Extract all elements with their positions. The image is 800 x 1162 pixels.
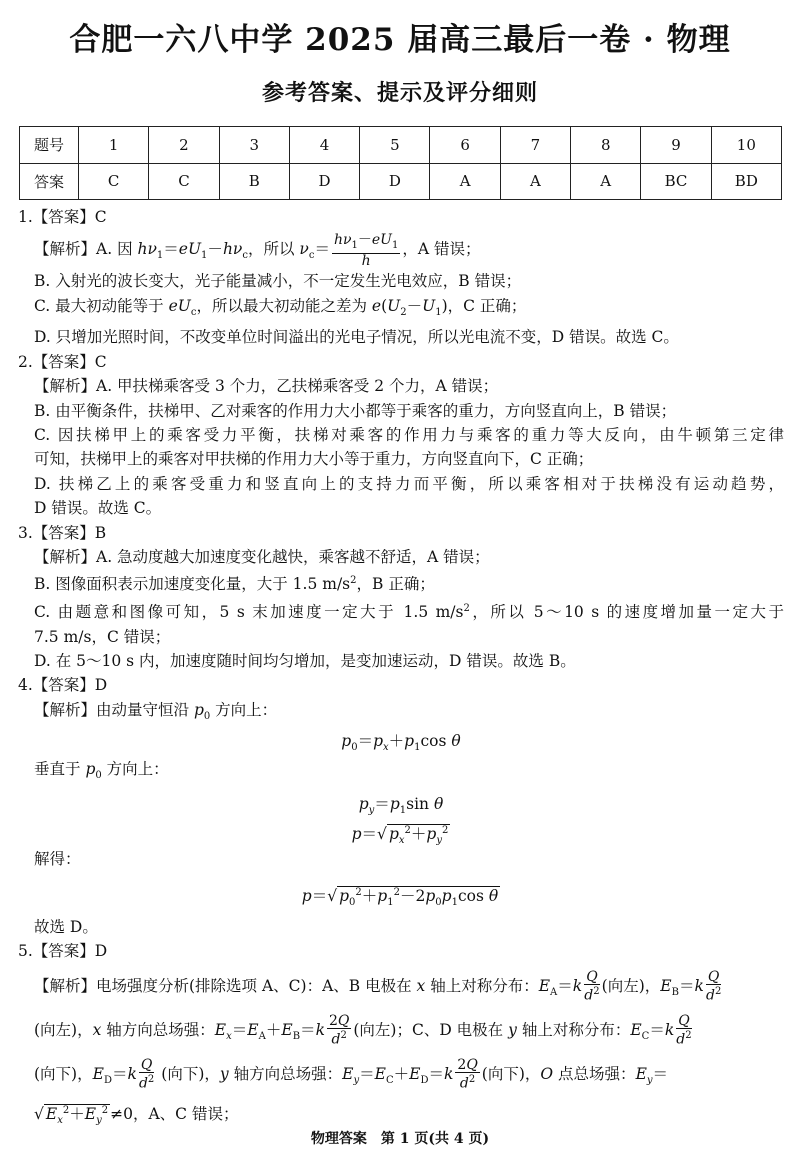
q2-answer-heading: 2.【答案】C — [18, 352, 107, 371]
question-number: 6 — [430, 127, 500, 164]
equation-p: p＝√ $p_x^2+p_y^2$ — [351, 824, 449, 846]
page-footer: 物理答案 第 1 页(共 4 页) — [310, 1131, 490, 1147]
table-row-answers — [20, 163, 782, 200]
answer-cell: A — [500, 163, 570, 200]
fraction: $\frac{Q}{d^2}$ — [138, 1057, 155, 1092]
question-number: 7 — [500, 127, 570, 164]
answer-cell: BD — [711, 163, 781, 200]
answer-cell: C — [149, 163, 219, 200]
q1-explanation-d: D. 只增加光照时间，不改变单位时间溢出的光电子情况，所以光电流不变，D 错误。故选 C。 — [34, 328, 679, 347]
row-label: 题号 — [20, 127, 79, 164]
question-number: 8 — [571, 127, 641, 164]
q1-explanation-a: 【解析】A. 因 $h\nu_1=eU_1-h\nu_c$，所以 $\nu_c=$ $\frac{h\nu_1-eU_1}{h}$ ，A 错误； — [34, 232, 481, 269]
q2-explanation-d: D. 扶梯乙上的乘客受重力和竖直向上的支持力而平衡，所以乘客相对于扶梯没有运动趋势， — [34, 474, 784, 493]
equation-py: $p_y=p_1\sin$ θ — [358, 794, 444, 816]
fraction: $\frac{Q}{d^2}$ — [705, 969, 722, 1004]
answer-table — [19, 126, 782, 200]
q1-explanation-b: B. 入射光的波长变大，光子能量减小，不一定发生光电效应，B 错误； — [34, 272, 522, 291]
q3-answer-heading: 3.【答案】B — [18, 523, 107, 542]
answer-cell: A — [430, 163, 500, 200]
fraction: $\frac{h\nu_1-eU_1}{h}$ — [333, 232, 399, 269]
answer-cell: A — [571, 163, 641, 200]
q4-explanation-solve: 解得： — [34, 849, 81, 868]
fraction: $\frac{Q}{d^2}$ — [676, 1013, 692, 1048]
question-number: 5 — [360, 127, 430, 164]
equation-p-result: p＝√ $p_0^2+p_1^2-2p_0p_1\cos$ θ — [301, 886, 499, 908]
q3-explanation-b: B. 图像面积表示加速度变化量，大于 1.5 $m/s^2$，B 正确； — [34, 575, 435, 594]
question-number: 1 — [79, 127, 149, 164]
q5-explanation-line3: (向下)，$E_D=k$ $\frac{Q}{d^2}$ (向下)，y 轴方向总场强：$E_y=E_C+E_D=k$ $\frac{2Q}{d^2}$ (向下)，O 点总场强：$E_y=$ — [34, 1057, 669, 1092]
q3-explanation-c: C. 由题意和图像可知，5 s 末加速度一定大于 1.5 $m/s^2$，所以 5～10 s 的速度增加量一定大于 — [34, 602, 784, 622]
q3-explanation-c-cont: 7.5 m/s，C 错误； — [34, 627, 171, 646]
equation-p0: $p_0=p_x+p_1\cos$ θ — [341, 732, 461, 754]
question-number: 9 — [641, 127, 711, 164]
q5-answer-heading: 5.【答案】D — [18, 942, 108, 961]
question-number: 2 — [149, 127, 219, 164]
table-row-numbers — [20, 127, 782, 164]
q5-explanation-line1: 【解析】电场强度分析(排除选项 A、C)：A、B 电极在 x 轴上对称分布：$E_A=k$ $\frac{Q}{d^2}$ (向左)，$E_B=k$ $\frac{Q}{d^2}$ — [34, 969, 722, 1004]
q4-explanation-perp: 垂直于 $p_0$ 方向上： — [34, 760, 169, 782]
fraction: $\frac{Q}{d^2}$ — [584, 969, 600, 1004]
q2-explanation-b: B. 由平衡条件，扶梯甲、乙对乘客的作用力大小都等于乘客的重力，方向竖直向上，B 错误； — [34, 401, 677, 420]
q3-explanation-d: D. 在 5～10 s 内，加速度随时间均匀增加，是变加速运动，D 错误。故选 B。 — [34, 651, 576, 670]
q4-answer-heading: 4.【答案】D — [18, 676, 108, 695]
question-number: 10 — [711, 127, 781, 164]
page-subtitle: 参考答案、提示及评分细则 — [261, 80, 538, 106]
fraction: $\frac{2Q}{d^2}$ — [328, 1013, 350, 1048]
q2-explanation-c: C. 因扶梯甲上的乘客受力平衡，扶梯对乘客的作用力与乘客的重力等大反向，由牛顿第三定律 — [34, 425, 784, 444]
page-title: 合肥一六八中学 2025 届高三最后一卷 · 物理 — [69, 22, 731, 58]
q1-explanation-c: C. 最大初动能等于 $eU_c$，所以最大初动能之差为 $e(U_2-U_1)$，C 正确； — [34, 296, 527, 318]
q1-answer-heading: 1.【答案】C — [18, 208, 107, 226]
solutions — [18, 205, 784, 1126]
q2-explanation-d-cont: D 错误。故选 C。 — [34, 499, 162, 518]
q5-explanation-line4: √ $E_x^2+E_y^2 \ne 0$，A、C 错误； — [34, 1104, 239, 1126]
q2-explanation-c-cont: 可知，扶梯甲上的乘客对甲扶梯的作用力大小等于重力，方向竖直向下，C 正确； — [34, 450, 594, 469]
row-label: 答案 — [20, 163, 79, 200]
q5-explanation-line2: (向左)，x 轴方向总场强：$E_x=E_A+E_B=k$ $\frac{2Q}{d^2}$ (向左)；C、D 电极在 y 轴上对称分布：$E_C=k$ $\frac{Q}{d^2}$ — [34, 1013, 692, 1048]
fraction: $\frac{2Q}{d^2}$ — [457, 1057, 478, 1092]
question-number: 3 — [219, 127, 289, 164]
answer-cell: D — [289, 163, 359, 200]
answer-cell: B — [219, 163, 289, 200]
question-number: 4 — [289, 127, 359, 164]
answer-cell: BC — [641, 163, 711, 200]
q3-explanation-a: 【解析】A. 急动度越大加速度变化越快，乘客越不舒适，A 错误； — [34, 547, 490, 566]
q4-choice: 故选 D。 — [34, 917, 98, 936]
q4-explanation-intro: 【解析】由动量守恒沿 $p_0$ 方向上： — [34, 700, 278, 722]
answer-cell: C — [79, 163, 149, 200]
answer-cell: D — [360, 163, 430, 200]
q2-explanation-a: 【解析】A. 甲扶梯乘客受 3 个力，乙扶梯乘客受 2 个力，A 错误； — [34, 377, 499, 396]
